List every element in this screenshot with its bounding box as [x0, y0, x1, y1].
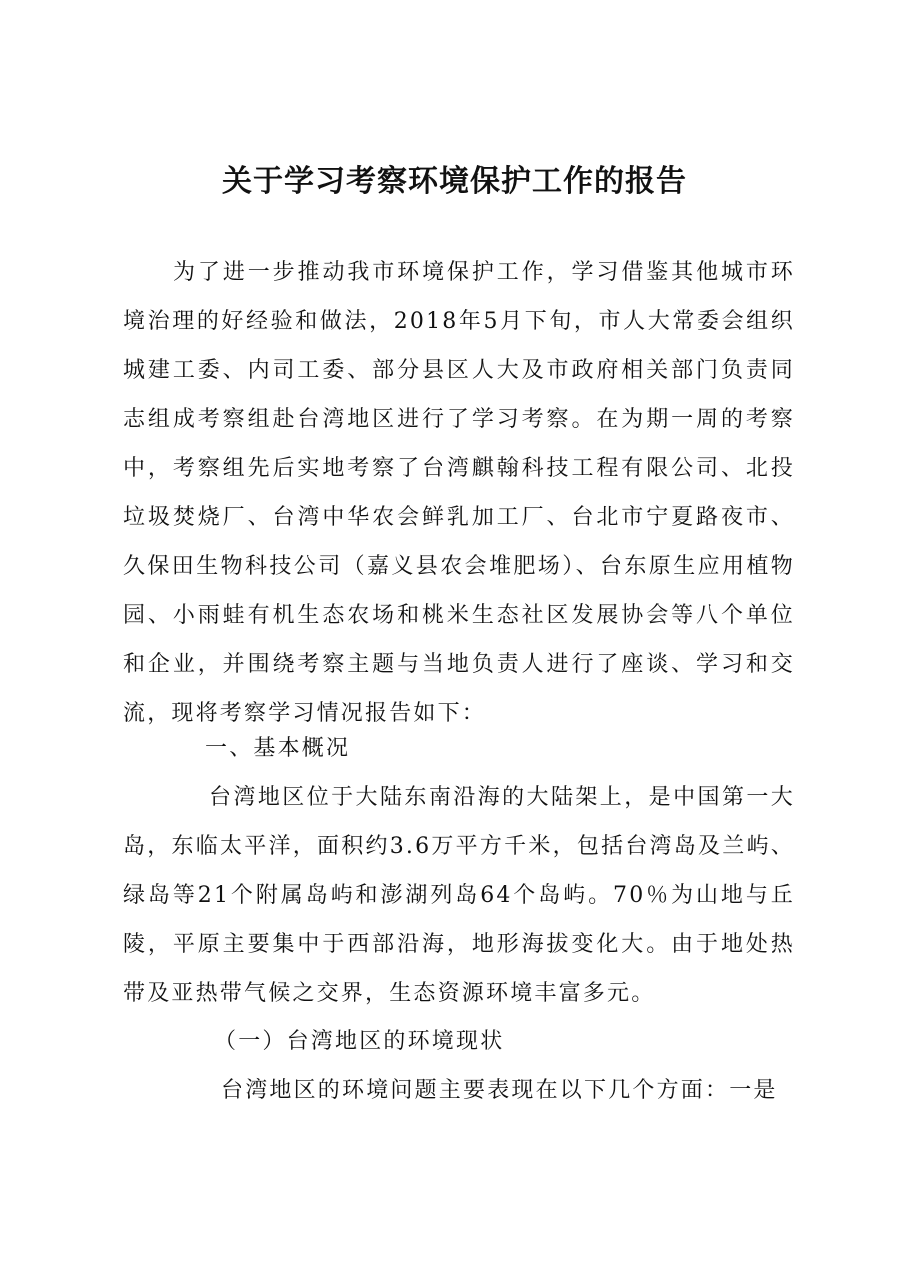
subsection-heading-environment-status: （一）台湾地区的环境现状: [214, 1029, 505, 1054]
document-title: 关于学习考察环境保护工作的报告: [222, 164, 687, 199]
intro-paragraph: 为了进一步推动我市环境保护工作，学习借鉴其他城市环境治理的好经验和做法，2018年5月下旬，市人大常委会组织城建工委、内司工委、部分县区人大及市政府相关部门负责同志组成考察组赴台湾地区进行了学习考察。在为期一周的考察中，考察组先后实地考察了台湾麒翰科技工程有限公司、北投垃圾焚烧厂、台湾中华农会鲜乳加工厂、台北市宁夏路夜市、久保田生物科技公司（嘉义县农会堆肥场）、台东原生应用植物园、小雨蛙有机生态农场和桃米生态社区发展协会等八个单位和企业，并围绕考察主题与当地负责人进行了座谈、学习和交流，现将考察学习情况报告如下：: [123, 260, 795, 726]
environment-status-paragraph: 台湾地区的环境问题主要表现在以下几个方面：一是: [221, 1078, 778, 1103]
overview-paragraph: 台湾地区位于大陆东南沿海的大陆架上，是中国第一大岛，东临太平洋，面积约3.6万平方千米，包括台湾岛及兰屿、绿岛等21个附属岛屿和澎湖列岛64个岛屿。70％为山地与丘陵，平原主要集中于西部沿海，地形海拔变化大。由于地处热带及亚热带气候之交界，生态资源环境丰富多元。: [123, 785, 795, 1006]
section-heading-basic-overview: 一、基本概况: [205, 736, 351, 761]
